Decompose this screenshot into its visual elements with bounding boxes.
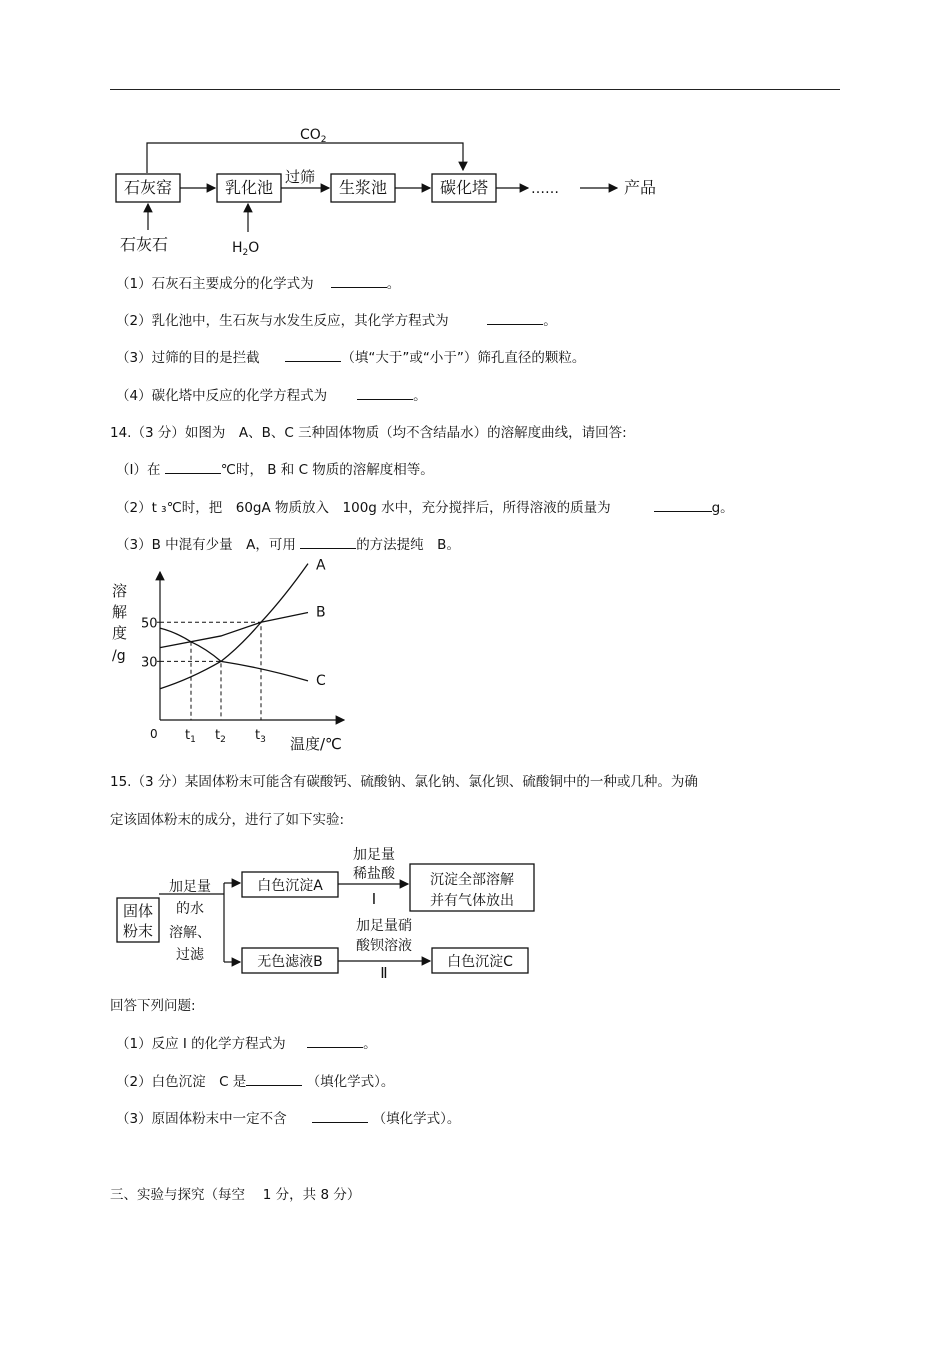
- barium-label-2: 酸钡溶液: [356, 938, 412, 954]
- answer-blank[interactable]: [312, 1110, 368, 1123]
- guide-t3: [160, 622, 261, 720]
- sieve-label: 过筛: [285, 168, 316, 186]
- white-precipitate-c-label: 白色沉淀C: [447, 954, 513, 970]
- white-precipitate-a-label: 白色沉淀A: [257, 878, 323, 894]
- lime-kiln-label: 石灰窑: [123, 178, 173, 197]
- q13-line-1: （1）石灰石主要成分的化学式为 。: [116, 276, 401, 292]
- water-label: $H_2O$: [232, 240, 260, 258]
- q15-stem-2: 定该固体粉末的成分，进行了如下实验:: [110, 812, 345, 828]
- y-tick-label: 30: [141, 655, 158, 671]
- series-label-C: C: [316, 672, 326, 689]
- q15-line-2: （2）白色沉淀 C 是 （填化学式）。: [116, 1074, 395, 1090]
- q15-line-1: （1）反应 I 的化学方程式为 。: [116, 1036, 377, 1052]
- acid-label-2: 稀盐酸: [353, 866, 395, 882]
- xlabel: 温度/℃: [290, 735, 342, 753]
- production-flow-diagram: [110, 118, 680, 260]
- answer-blank[interactable]: [487, 312, 543, 325]
- q15-line-3: （3）原固体粉末中一定不含 （填化学式）。: [116, 1111, 461, 1127]
- x-tick-label-t2: $t_2$: [215, 728, 226, 745]
- experiment-flow-diagram: [112, 842, 542, 984]
- y-tick-label: 50: [141, 616, 158, 632]
- q14-line-1: （I）在 ℃时， B 和 C 物质的溶解度相等。: [116, 462, 434, 478]
- answer-blank[interactable]: [246, 1073, 302, 1086]
- answer-blank[interactable]: [331, 275, 387, 288]
- reaction-ii-label: Ⅱ: [380, 964, 388, 982]
- top-rule: [110, 89, 840, 90]
- slurry-pool-label: 生浆池: [338, 178, 388, 197]
- answer-blank[interactable]: [300, 536, 356, 549]
- result-label-1: 沉淀全部溶解: [430, 872, 514, 888]
- q14-line-3: （3）B 中混有少量 A，可用 的方法提纯 B。: [116, 537, 460, 553]
- ylabel-char: 解: [112, 603, 128, 621]
- dissolve-step-4: 过滤: [176, 947, 204, 963]
- curve-C: [160, 628, 308, 681]
- dissolve-step-1: 加足量: [169, 879, 211, 895]
- co2-label: $CO_2$: [300, 127, 327, 145]
- answer-blank[interactable]: [357, 387, 413, 400]
- q15-stem-1: 15.（3 分）某固体粉末可能含有碳酸钙、硫酸钠、氯化钠、氯化钡、硫酸铜中的一种或几种。为确: [110, 774, 698, 790]
- x-tick-label-t3: $t_3$: [255, 728, 266, 745]
- dissolve-step-2: 的水: [176, 901, 204, 917]
- q14-stem: 14.（3 分）如图为 A、B、C 三种固体物质（均不含结晶水）的溶解度曲线，请回答:: [110, 425, 627, 441]
- solid-powder-label-2: 粉末: [122, 922, 154, 940]
- result-label-2: 并有气体放出: [430, 893, 514, 909]
- x-tick-label-t1: $t_1$: [185, 728, 196, 745]
- acid-label-1: 加足量: [353, 847, 395, 863]
- filtrate-b-label: 无色滤液B: [257, 954, 323, 970]
- ylabel-char: 度: [112, 624, 128, 642]
- emulsion-pool-label: 乳化池: [224, 178, 274, 197]
- solubility-chart: [108, 557, 358, 756]
- q14-line-2: （2）t ₃℃时，把 60gA 物质放入 100g 水中，充分搅拌后，所得溶液的质量为 g。: [116, 500, 734, 516]
- series-label-A: A: [316, 557, 326, 574]
- reaction-i-label: I: [371, 890, 377, 908]
- answer-blank[interactable]: [165, 461, 221, 474]
- answer-intro: 回答下列问题:: [110, 998, 196, 1014]
- ylabel-char: 溶: [112, 582, 128, 600]
- solid-powder-label-1: 固体: [122, 902, 154, 920]
- q13-line-4: （4）碳化塔中反应的化学方程式为 。: [116, 388, 427, 404]
- section-3-heading: 三、实验与探究（每空 1 分，共 8 分）: [110, 1187, 361, 1203]
- barium-label-1: 加足量硝: [356, 918, 412, 934]
- curve-B: [160, 612, 308, 647]
- q13-line-3: （3）过筛的目的是拦截 （填“大于”或“小于”）筛孔直径的颗粒。: [116, 350, 586, 366]
- product-label: 产品: [624, 178, 657, 197]
- carbonation-tower-label: 碳化塔: [439, 178, 489, 197]
- ellipsis: ……: [531, 181, 559, 197]
- answer-blank[interactable]: [654, 499, 712, 512]
- dissolve-step-3: 溶解、: [169, 925, 211, 941]
- answer-blank[interactable]: [285, 349, 341, 362]
- curve-A: [160, 564, 308, 689]
- origin-label: 0: [150, 727, 158, 741]
- ylabel-unit: /g: [112, 648, 126, 664]
- q13-line-2: （2）乳化池中，生石灰与水发生反应，其化学方程式为 。: [116, 313, 557, 329]
- series-label-B: B: [316, 604, 326, 621]
- limestone-label: 石灰石: [120, 235, 169, 254]
- answer-blank[interactable]: [307, 1035, 363, 1048]
